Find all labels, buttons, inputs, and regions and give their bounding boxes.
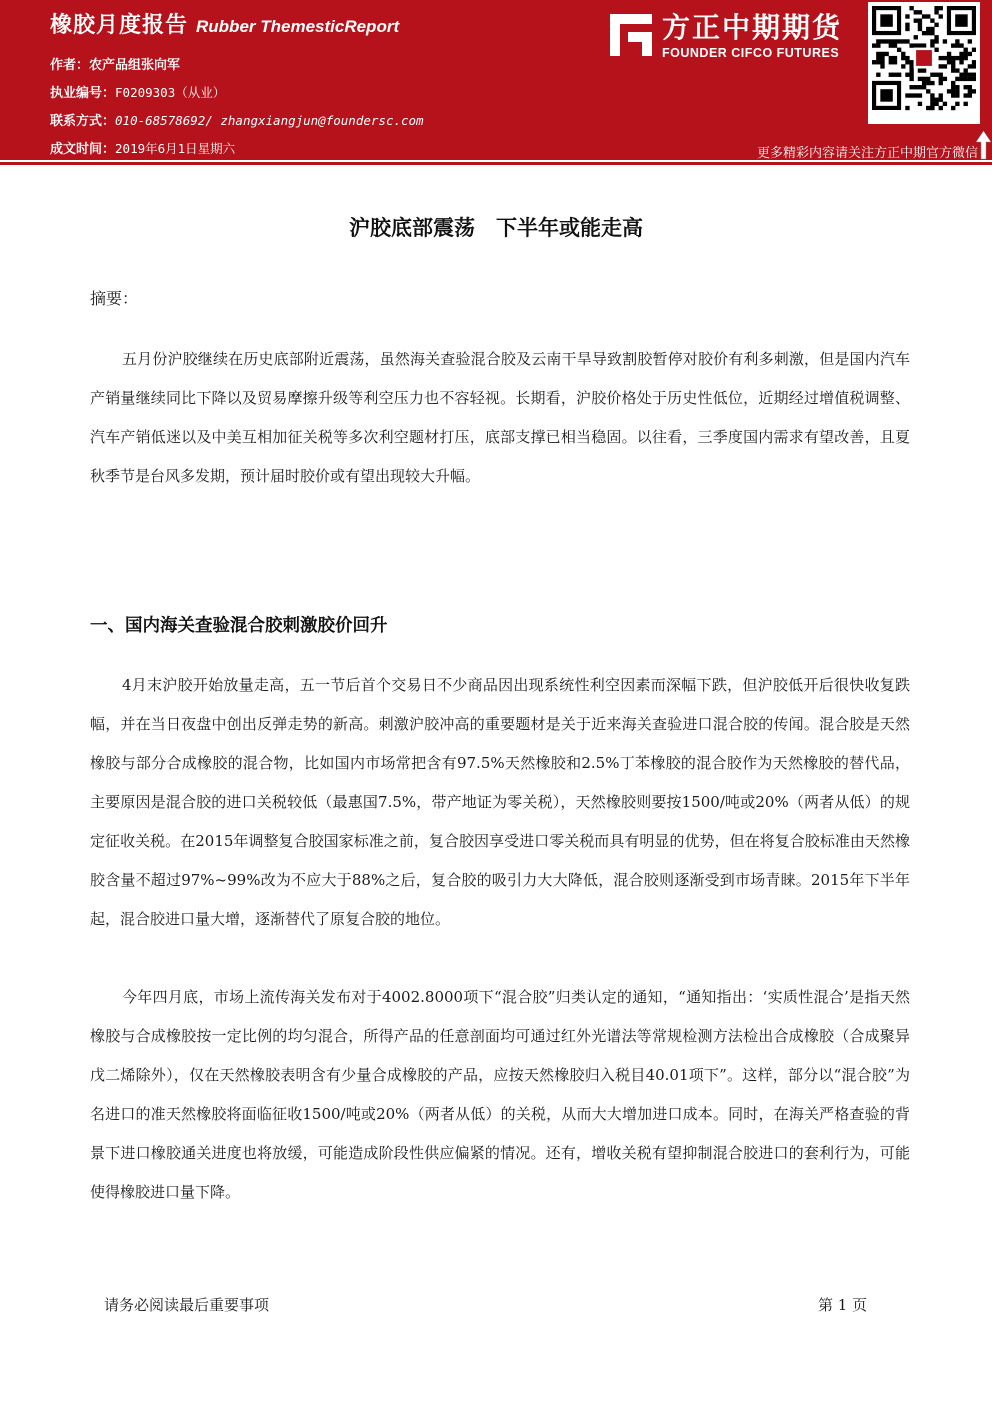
license-row: 执业编号：F0209303（从业） <box>50 85 226 101</box>
company-logo <box>600 6 860 70</box>
section-paragraph-1: 4月末沪胶开始放量走高，五一节后首个交易日不少商品因出现系统性利空因素而深幅下跌，但沪胶低开后很快收复跌幅，并在当日夜盘中创出反弹走势的新高。刺激沪胶冲高的重要题材是关于近来海关查验进口混合胶的传闻。混合胶是天然橡胶与部分合成橡胶的混合物，比如国内市场常把含有97.5%天然橡胶和2.5%丁苯橡胶的混合胶作为天然橡胶的替代品，主要原因是混合胶的进口关税较低（最惠国7.5%，带产地证为零关税），天然橡胶则要按1500/吨或20%（两者从低）的规定征收关税。在2015年调整复合胶国家标准之前，复合胶因享受进口零关税而具有明显的优势，但在将复合胶标准由天然橡胶含量不超过97%~99%改为不应大于88%之后，复合胶的吸引力大大降低，混合胶则逐渐受到市场青睐。2015年下半年起，混合胶进口量大增，逐渐替代了原复合胶的地位。 <box>90 676 910 928</box>
document-title: 沪胶底部震荡 下半年或能走高 <box>349 216 643 240</box>
page-number: 第 1 页 <box>818 1296 868 1314</box>
report-title-en: Rubber ThemesticReport <box>196 17 400 36</box>
wechat-qr-code[interactable] <box>868 2 980 124</box>
license-value: F0209303（从业） <box>115 85 226 100</box>
abstract-paragraph: 五月份沪胶继续在历史底部附近震荡，虽然海关查验混合胶及云南干旱导致割胶暂停对胶价有利多刺激，但是国内汽车产销量继续同比下降以及贸易摩擦升级等利空压力也不容轻视。长期看，沪胶价格处于历史性低位，近期经过增值税调整、汽车产销低迷以及中美互相加征关税等多次利空题材打压，底部支撑已相当稳固。以往看，三季度国内需求有望改善，且夏秋季节是台风多发期，预计届时胶价或有望出现较大升幅。 <box>90 350 910 485</box>
report-title-zh: 橡胶月度报告 <box>50 13 189 38</box>
contact-row: 联系方式：010-68578692/ zhangxiangjun@foundersc.com <box>50 113 424 129</box>
section-paragraph-2: 今年四月底，市场上流传海关发布对于4002.8000项下“混合胶”归类认定的通知，“通知指出：‘实质性混合’是指天然橡胶与合成橡胶按一定比例的均匀混合，所得产品的任意剖面均可通过红外光谱法等常规检测方法检出合成橡胶（合成聚异戊二烯除外），仅在天然橡胶表明含有少量合成橡胶的产品，应按天然橡胶归入税目40.01项下”。这样，部分以“混合胶”为名进口的准天然橡胶将面临征收1500/吨或20%（两者从低）的关税，从而大大增加进口成本。同时，在海关严格查验的背景下进口橡胶通关进度也将放缓，可能造成阶段性供应偏紧的情况。还有，增收关税有望抑制混合胶进口的套利行为，可能使得橡胶进口量下降。 <box>90 988 910 1201</box>
date-value: 2019年6月1日星期六 <box>115 141 236 156</box>
date-row: 成文时间：2019年6月1日星期六 <box>50 141 236 157</box>
logo-text-zh: 方正中期期货 <box>662 11 843 44</box>
author-meta <box>50 52 424 163</box>
follow-wechat-text: 更多精彩内容请关注方正中期官方微信 <box>756 146 978 161</box>
report-title <box>50 8 399 39</box>
logo-text-en: FOUNDER CIFCO FUTURES <box>662 46 840 60</box>
abstract-label: 摘要： <box>90 289 139 308</box>
author-row: 作者：农产品组张向军 <box>50 58 181 73</box>
qr-code-icon <box>872 6 976 120</box>
contact-value: 010-68578692/ zhangxiangjun@foundersc.com <box>115 113 424 128</box>
footer-notice: 请务必阅读最后重要事项 <box>104 1296 270 1314</box>
author-value: 农产品组张向军 <box>89 58 181 73</box>
up-arrow-icon <box>975 130 992 160</box>
section-heading: 一、国内海关查验混合胶刺激胶价回升 <box>90 616 388 636</box>
founder-logo-icon <box>606 10 656 60</box>
